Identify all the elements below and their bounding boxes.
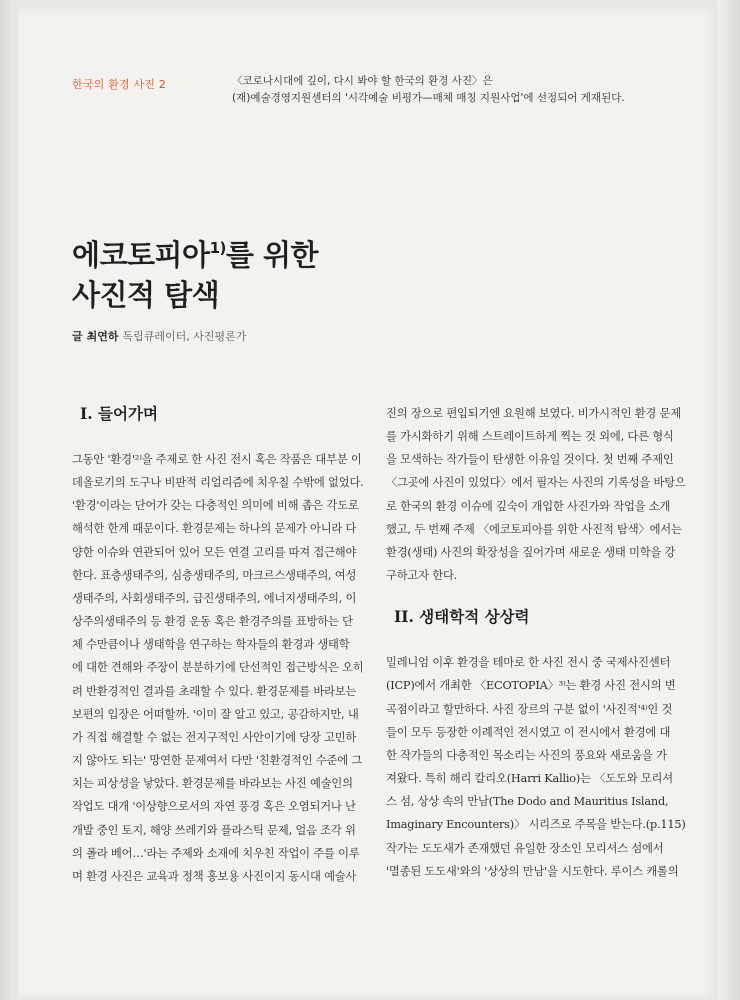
text-line: 해석한 한계 때문이다. 환경문제는 하나의 문제가 아니라 다 — [72, 522, 357, 536]
author-name: 최연하 — [86, 330, 119, 343]
title-text: 에코토피아 — [72, 238, 210, 272]
body-text — [72, 448, 378, 888]
text-line: 며 환경 사진은 교육과 정책 홍보용 사진이지 동시대 예술사 — [72, 869, 357, 883]
text-line: 스 섬, 상상 속의 만남(The Dodo and Mauritius Island, — [386, 795, 669, 809]
title-line-1 — [72, 228, 318, 275]
text-line: 생태주의, 사회생태주의, 급진생태주의, 에너지생태주의, 이 — [72, 591, 357, 605]
page-edge — [718, 0, 740, 1000]
text-line: 상주의생태주의 등 환경 운동 혹은 환경주의를 표방하는 단 — [72, 615, 353, 629]
byline-prefix: 글 — [72, 330, 83, 343]
text-line: 〈그곳에 사진이 있었다〉에서 필자는 사진의 기록성을 바탕으 — [386, 476, 686, 490]
section-heading: II. 생태학적 상상력 — [394, 607, 530, 627]
text-line: 로 한국의 환경 이슈에 깊숙이 개입한 사진가와 작업을 소개 — [386, 499, 671, 513]
title-suffix: 를 위한 — [225, 238, 319, 272]
body-text — [386, 402, 692, 587]
text-line: 했고, 두 번째 주제 〈에코토피아를 위한 사진적 탐색〉에서는 — [386, 522, 682, 536]
text-line: 밀레니엄 이후 환경을 테마로 한 사진 전시 중 국제사진센터 — [386, 656, 671, 670]
section-heading: I. 들어가며 — [80, 404, 158, 423]
text-line: 양한 이슈와 연관되어 있어 모든 연결 고리를 따져 접근해야 — [72, 545, 357, 559]
text-line: 들이 모두 등장한 이례적인 전시였고 이 전시에서 환경에 대 — [386, 725, 671, 739]
text-line: '환경'이라는 단어가 갖는 다층적인 의미에 비해 좁은 각도로 — [72, 499, 359, 513]
text-line: 환경(생태) 사진의 확장성을 짚어가며 새로운 생태 미학을 강 — [386, 545, 676, 559]
title-line-2: 사진적 탐색 — [72, 278, 220, 312]
text-line: 보편의 입장은 어떠할까. '이미 잘 알고 있고, 공감하지만, 내 — [72, 707, 359, 721]
text-line: Imaginary Encounters)〉 시리즈로 주목을 받는다.(p.115) — [386, 818, 686, 832]
notice-line: (재)예술경영지원센터의 '시각예술 비평가—매체 매칭 지원사업'에 선정되어 게재된다. — [232, 92, 625, 104]
text-line: 작가는 도도새가 존재했던 유일한 장소인 모리셔스 섬에서 — [386, 841, 664, 855]
author-role: 독립큐레이터, 사진평론가 — [122, 330, 247, 343]
text-line: 곡점이라고 할만하다. 사진 장르의 구분 없이 '사진적'⁴⁾인 것 — [386, 702, 673, 716]
left-column — [72, 402, 378, 888]
text-line: 진의 장으로 편입되기엔 요원해 보였다. 비가시적인 환경 문제 — [386, 407, 681, 420]
text-line: (ICP)에서 개최한 〈ECOTOPIA〉³⁾는 환경 사진 전시의 변 — [386, 679, 676, 693]
text-line: 개발 중인 토지, 해양 쓰레기와 플라스틱 문제, 얼음 조각 위 — [72, 823, 356, 837]
text-line: 을 모색하는 작가들이 탄생한 이유일 것이다. 첫 번째 주제인 — [386, 453, 674, 467]
text-line: '멸종된 도도새'와의 '상상의 만남'을 시도한다. 루이스 캐롤의 — [386, 864, 679, 878]
notice-line: 〈코로나시대에 깊이, 다시 봐야 할 한국의 환경 사진〉은 — [232, 75, 493, 87]
text-line: 작업도 대개 '이상향으로서의 자연 풍경 혹은 오염되거나 난 — [72, 800, 356, 814]
text-line: 한다. 표층생태주의, 심층생태주의, 마크르스생태주의, 여성 — [72, 568, 357, 582]
text-line: 치는 피상성을 낳았다. 환경문제를 바라보는 사진 예술인의 — [72, 777, 353, 791]
right-column — [386, 402, 692, 883]
text-line: 가 직접 해결할 수 없는 전지구적인 사안이기에 당장 고민하 — [72, 730, 357, 744]
body-text — [386, 651, 692, 883]
text-line: 체 수만큼이나 생태학을 연구하는 학자들의 환경과 생태학 — [72, 638, 350, 652]
footnote-marker: 1) — [209, 239, 226, 257]
text-line: 데올로기의 도구나 비판적 리얼리즘에 치우칠 수밖에 없었다. — [72, 476, 364, 490]
text-line: 구하고자 한다. — [386, 569, 458, 583]
text-line: 에 대한 견해와 주장이 분분하기에 단선적인 접근방식은 오히 — [72, 661, 364, 675]
series-label: 한국의 환경 사진 2 — [72, 78, 167, 91]
text-line: 져왔다. 특히 해리 칼리오(Harri Kallio)는 〈도도와 모리셔 — [386, 772, 673, 786]
text-line: 한 작가들의 다층적인 목소리는 사진의 풍요와 새로움을 가 — [386, 748, 667, 762]
page-gutter — [0, 0, 14, 1000]
text-line: 지 않아도 되는' 망연한 문제여서 다만 '친환경적인 수준에 그 — [72, 754, 363, 768]
article-title — [72, 228, 318, 315]
text-line: 의 폴라 베어…'라는 주제와 소재에 치우친 작업이 주를 이루 — [72, 846, 360, 860]
section-gap — [386, 587, 692, 605]
publication-notice — [232, 73, 662, 107]
text-line: 그동안 '환경'²⁾을 주제로 한 사진 전시 혹은 작품은 대부분 이 — [72, 453, 362, 466]
byline — [72, 328, 246, 344]
text-line: 려 반환경적인 결과를 초래할 수 있다. 환경문제를 바라보는 — [72, 684, 357, 698]
text-line: 를 가시화하기 위해 스트레이트하게 찍는 것 외에, 다른 형식 — [386, 430, 674, 444]
